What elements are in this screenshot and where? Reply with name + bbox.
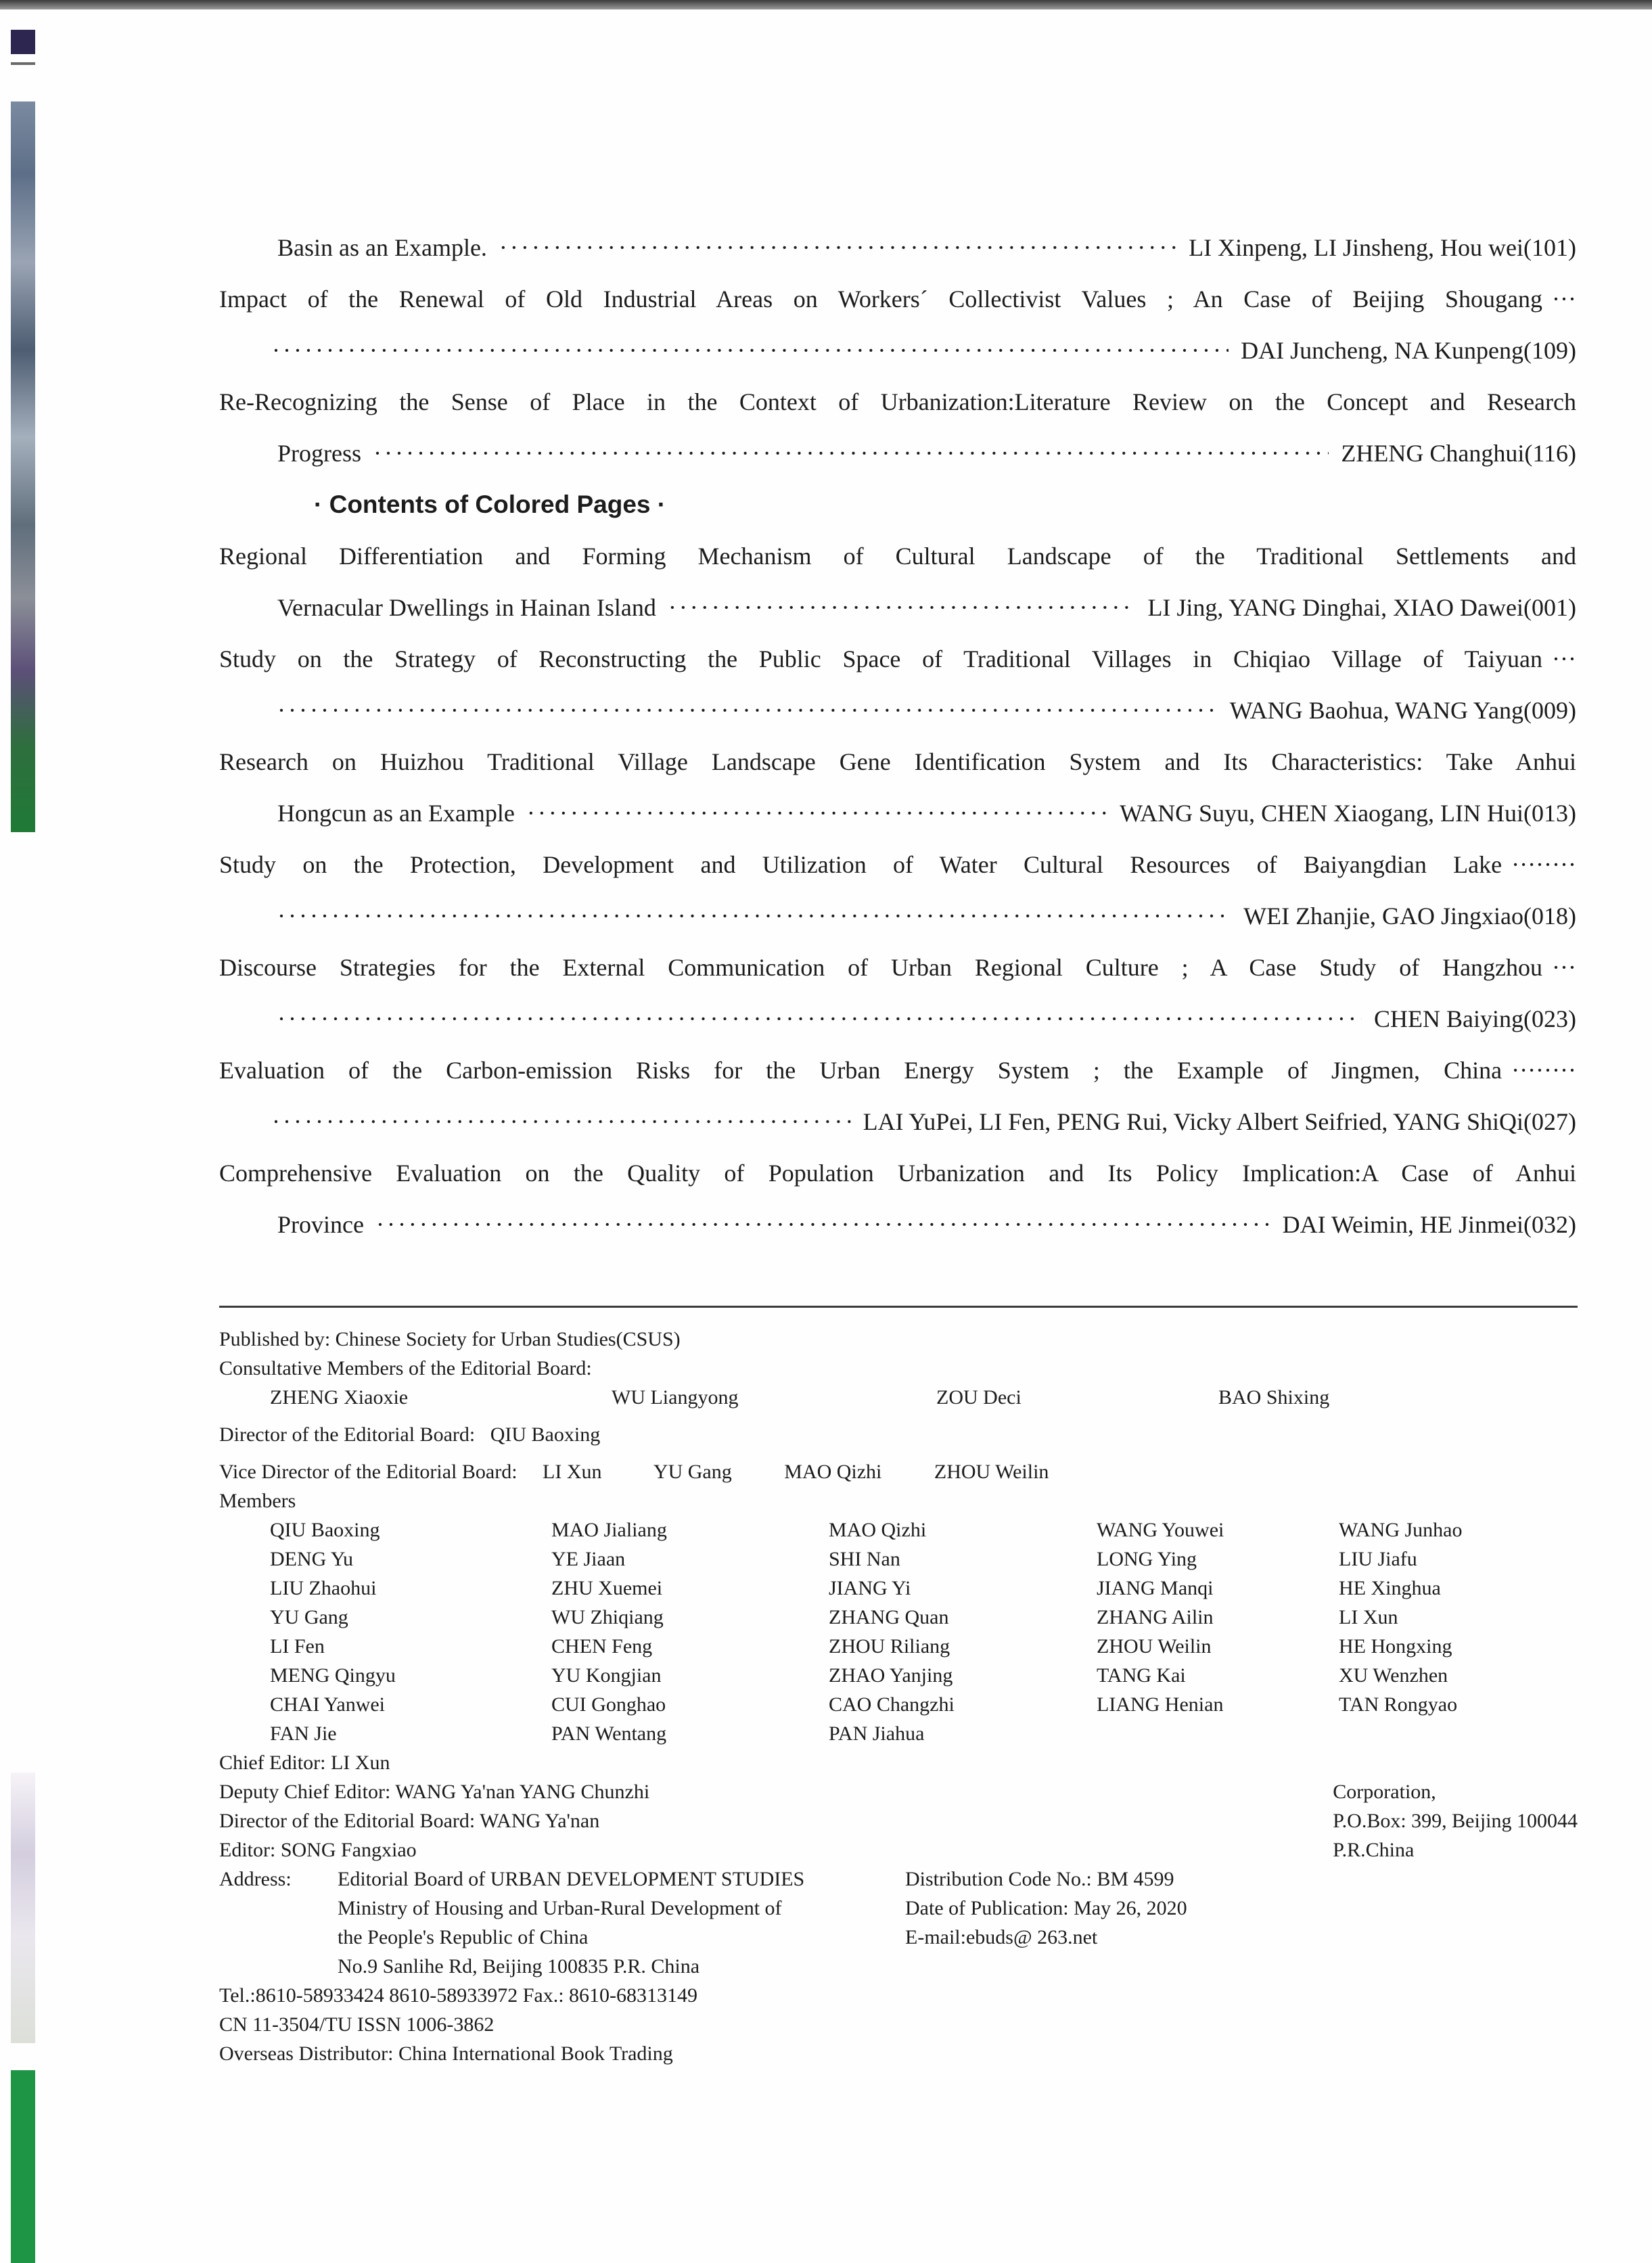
distribution-block xyxy=(905,1865,1578,1981)
member-name: SHI Nan xyxy=(829,1548,900,1570)
member-name: YU Kongjian xyxy=(551,1664,662,1687)
toc-page: (018) xyxy=(1523,902,1576,930)
toc-title-line1: Research on Huizhou Traditional Village Landscape Gene Identification System and Its Characteristics: Take Anhui xyxy=(219,748,1576,775)
leader-dots xyxy=(668,582,1136,633)
member-name: MENG Qingyu xyxy=(270,1664,396,1687)
member-name: MAO Qizhi xyxy=(829,1519,927,1541)
member-name: QIU Baoxing xyxy=(270,1519,380,1541)
member-name: ZHANG Ailin xyxy=(1097,1606,1214,1628)
toc-page: (109) xyxy=(1523,337,1576,364)
publication-date: Date of Publication: May 26, 2020 xyxy=(905,1897,1187,1919)
member-name: CHEN Feng xyxy=(551,1635,653,1658)
director-name: QIU Baoxing xyxy=(490,1423,601,1446)
member-name: LONG Ying xyxy=(1097,1548,1197,1570)
member-name: LI Fen xyxy=(270,1635,325,1658)
member-name: PAN Wentang xyxy=(551,1722,667,1745)
members-label: Members xyxy=(219,1490,296,1512)
member-name xyxy=(1097,1719,1339,1748)
toc-authors: DAI Weimin, HE Jinmei xyxy=(1282,1211,1524,1238)
member-name: LIANG Henian xyxy=(1097,1693,1224,1716)
toc-title-line2: Progress xyxy=(277,440,361,467)
toc-authors: ZHENG Changhui xyxy=(1341,440,1525,467)
member-name: ZHANG Quan xyxy=(829,1606,949,1628)
leader-dots xyxy=(376,1199,1270,1250)
leader-dots xyxy=(499,222,1176,273)
leader-dots xyxy=(272,1096,851,1147)
cn-issn: CN 11-3504/TU ISSN 1006-3862 xyxy=(219,2013,495,2036)
consultative-label: Consultative Members of the Editorial Board: xyxy=(219,1357,592,1379)
leader-dots xyxy=(527,787,1107,839)
member-name: YU Gang xyxy=(653,1461,732,1483)
email: E-mail:ebuds@ 263.net xyxy=(905,1926,1098,1948)
director-row xyxy=(219,1420,1578,1449)
published-by: Published by: Chinese Society for Urban Studies(CSUS) xyxy=(219,1328,681,1350)
toc-entry xyxy=(219,530,1576,633)
member-name: XU Wenzhen xyxy=(1339,1664,1448,1687)
leader-dots xyxy=(272,325,1229,376)
toc-authors: CHEN Baiying xyxy=(1374,1005,1524,1032)
divider-rule xyxy=(219,1306,1578,1308)
toc-authors: WANG Baohua, WANG Yang xyxy=(1229,697,1524,724)
member-name: ZHENG Xiaoxie xyxy=(270,1386,409,1409)
member-name: DENG Yu xyxy=(270,1548,354,1570)
masthead xyxy=(219,1325,1578,2068)
toc-entry xyxy=(219,736,1576,839)
toc-authors: WEI Zhanjie, GAO Jingxiao xyxy=(1243,902,1524,930)
member-name: ZHOU Weilin xyxy=(1097,1635,1212,1658)
member-name: WANG Junhao xyxy=(1339,1519,1463,1541)
address-line: Ministry of Housing and Urban-Rural Development of xyxy=(338,1897,782,1919)
leader-dots xyxy=(277,993,1362,1045)
member-name: ZHOU Riliang xyxy=(829,1635,950,1658)
toc-title-line1: Impact of the Renewal of Old Industrial Areas on Workers´ Collectivist Values ; An Case of Beijing Shougang xyxy=(219,285,1543,313)
binding-photo-strip xyxy=(11,101,35,832)
address-line: the People's Republic of China xyxy=(338,1926,589,1948)
member-name: LI Xun xyxy=(1339,1606,1398,1628)
telephone: Tel.:8610-58933424 8610-58933972 Fax.: 8610-68313149 xyxy=(219,1984,698,2007)
editor: Editor: SONG Fangxiao xyxy=(219,1839,417,1861)
binding-faded-strip xyxy=(11,1773,35,2043)
member-name: FAN Jie xyxy=(270,1722,337,1745)
toc-authors: LI Jing, YANG Dinghai, XIAO Dawei xyxy=(1147,594,1524,621)
toc-page: (101) xyxy=(1523,234,1576,261)
toc-entry: Study on the Protection, Development and Utilization of Water Cultural Resources of Baiyangdian Lake ········ ····· WEI Zhanjie, GAO Jingxiao(018) xyxy=(219,839,1576,942)
binding-green-strip xyxy=(11,2070,35,2263)
toc-page: (013) xyxy=(1523,800,1576,827)
deputy-chief-editor: Deputy Chief Editor: WANG Ya'nan YANG Chunzhi xyxy=(219,1781,650,1803)
member-name: CHAI Yanwei xyxy=(270,1693,386,1716)
address-block xyxy=(219,1865,963,1981)
member-name: PAN Jiahua xyxy=(829,1722,925,1745)
director-editorial-board: Director of the Editorial Board: WANG Ya'nan xyxy=(219,1810,600,1832)
toc-entry xyxy=(219,222,1576,273)
toc-entry: Discourse Strategies for the External Communication of Urban Regional Culture ; A Case Study of Hangzhou ··· ····· CHEN Baiying(023) xyxy=(219,942,1576,1045)
chief-editor: Chief Editor: LI Xun xyxy=(219,1752,390,1774)
toc-title-line1: Comprehensive Evaluation on the Quality of Population Urbanization and Its Policy Implication:A Case of Anhui xyxy=(219,1160,1576,1187)
member-name: CAO Changzhi xyxy=(829,1693,955,1716)
address-line: Editorial Board of URBAN DEVELOPMENT STUDIES xyxy=(338,1868,805,1890)
overseas-distributor: Overseas Distributor: China International Book Trading xyxy=(219,2042,673,2065)
toc-authors: LI Xinpeng, LI Jinsheng, Hou wei xyxy=(1189,234,1524,261)
scan-top-edge xyxy=(0,0,1652,9)
member-name: CUI Gonghao xyxy=(551,1693,666,1716)
corp-line: P.O.Box: 399, Beijing 100044 xyxy=(1333,1810,1578,1832)
toc-entry xyxy=(219,1147,1576,1250)
toc-title-line1: Study on the Strategy of Reconstructing the Public Space of Traditional Villages in Chiqiao Village of Taiyuan xyxy=(219,645,1543,672)
toc-title-line1: Discourse Strategies for the External Communication of Urban Regional Culture ; A Case Study of Hangzhou xyxy=(219,954,1543,981)
member-name: ZOU Deci xyxy=(936,1386,1022,1409)
member-name xyxy=(1339,1719,1542,1748)
toc-title-line2: Basin as an Example. xyxy=(277,234,487,261)
member-name: BAO Shixing xyxy=(1218,1386,1330,1409)
member-name: WU Zhiqiang xyxy=(551,1606,664,1628)
toc-title-line2: Vernacular Dwellings in Hainan Island xyxy=(277,594,656,621)
member-name: JIANG Manqi xyxy=(1097,1577,1214,1599)
corporation-block xyxy=(896,1777,1578,1865)
toc-title-line1: Re-Recognizing the Sense of Place in the Context of Urbanization:Literature Review on the Concept and Research xyxy=(219,388,1576,415)
member-name: LI Xun xyxy=(543,1461,602,1483)
distribution-code: Distribution Code No.: BM 4599 xyxy=(905,1868,1174,1890)
table-of-contents xyxy=(219,222,1576,1250)
section-heading: · Contents of Colored Pages · xyxy=(314,490,666,518)
toc-title-line2: Province xyxy=(277,1211,364,1238)
member-name: TANG Kai xyxy=(1097,1664,1186,1687)
members-grid xyxy=(219,1515,1578,1748)
member-name: LIU Jiafu xyxy=(1339,1548,1417,1570)
toc-entry xyxy=(219,376,1576,479)
toc-page: (116) xyxy=(1524,440,1576,467)
toc-entry: Impact of the Renewal of Old Industrial Areas on Workers´ Collectivist Values ; An Case of Beijing Shougang ··· ····· DAI Juncheng, NA Kunpeng(109) xyxy=(219,273,1576,376)
member-name: WU Liangyong xyxy=(612,1386,739,1409)
binding-mark-line xyxy=(11,62,35,65)
address-line: No.9 Sanlihe Rd, Beijing 100835 P.R. China xyxy=(338,1955,700,1978)
toc-page: (032) xyxy=(1523,1211,1576,1238)
director-label: Director of the Editorial Board: xyxy=(219,1423,476,1446)
vice-director-row xyxy=(219,1457,1578,1486)
member-name: LIU Zhaohui xyxy=(270,1577,377,1599)
member-name: JIANG Yi xyxy=(829,1577,911,1599)
toc-page: (001) xyxy=(1523,594,1576,621)
member-name: ZHOU Weilin xyxy=(934,1461,1049,1483)
member-name: HE Hongxing xyxy=(1339,1635,1452,1658)
binding-mark xyxy=(11,30,35,54)
leader-dots xyxy=(277,890,1231,942)
toc-authors: WANG Suyu, CHEN Xiaogang, LIN Hui xyxy=(1120,800,1524,827)
toc-authors: DAI Juncheng, NA Kunpeng xyxy=(1241,337,1524,364)
toc-page: (009) xyxy=(1523,697,1576,724)
toc-authors: LAI YuPei, LI Fen, PENG Rui, Vicky Albert Seifried, YANG ShiQi xyxy=(863,1108,1524,1135)
address-label: Address: xyxy=(219,1868,292,1890)
member-name: ZHU Xuemei xyxy=(551,1577,663,1599)
leader-dots xyxy=(277,685,1218,736)
leader-dots xyxy=(373,428,1329,479)
toc-title-line1: Study on the Protection, Development and Utilization of Water Cultural Resources of Baiyangdian Lake xyxy=(219,851,1502,878)
member-name: WANG Youwei xyxy=(1097,1519,1224,1541)
toc-entry: Study on the Strategy of Reconstructing the Public Space of Traditional Villages in Chiqiao Village of Taiyuan ··· ····· WANG Baohua, WANG Yang(009) xyxy=(219,633,1576,736)
toc-page: (027) xyxy=(1523,1108,1576,1135)
corp-line: Corporation, xyxy=(1333,1781,1436,1803)
toc-entry: Evaluation of the Carbon-emission Risks for the Urban Energy System ; the Example of Jingmen, China ········ ····· LAI YuPei, LI Fen, PENG Rui, Vicky Albert Seifried, YANG ShiQi(027) xyxy=(219,1045,1576,1147)
toc-title-line1: Evaluation of the Carbon-emission Risks for the Urban Energy System ; the Example of Jingmen, China xyxy=(219,1057,1502,1084)
toc-page: (023) xyxy=(1523,1005,1576,1032)
toc-title-line2: Hongcun as an Example xyxy=(277,800,515,827)
member-name: MAO Jialiang xyxy=(551,1519,667,1541)
vice-label: Vice Director of the Editorial Board: xyxy=(219,1461,518,1483)
member-name: ZHAO Yanjing xyxy=(829,1664,953,1687)
toc-title-line1: Regional Differentiation and Forming Mechanism of Cultural Landscape of the Traditional Settlements and xyxy=(219,543,1576,570)
member-name: YU Gang xyxy=(270,1606,348,1628)
member-name: HE Xinghua xyxy=(1339,1577,1441,1599)
member-name: TAN Rongyao xyxy=(1339,1693,1458,1716)
corp-line: P.R.China xyxy=(1333,1839,1415,1861)
consultative-members xyxy=(219,1383,1578,1412)
member-name: YE Jiaan xyxy=(551,1548,626,1570)
member-name: MAO Qizhi xyxy=(784,1461,882,1483)
